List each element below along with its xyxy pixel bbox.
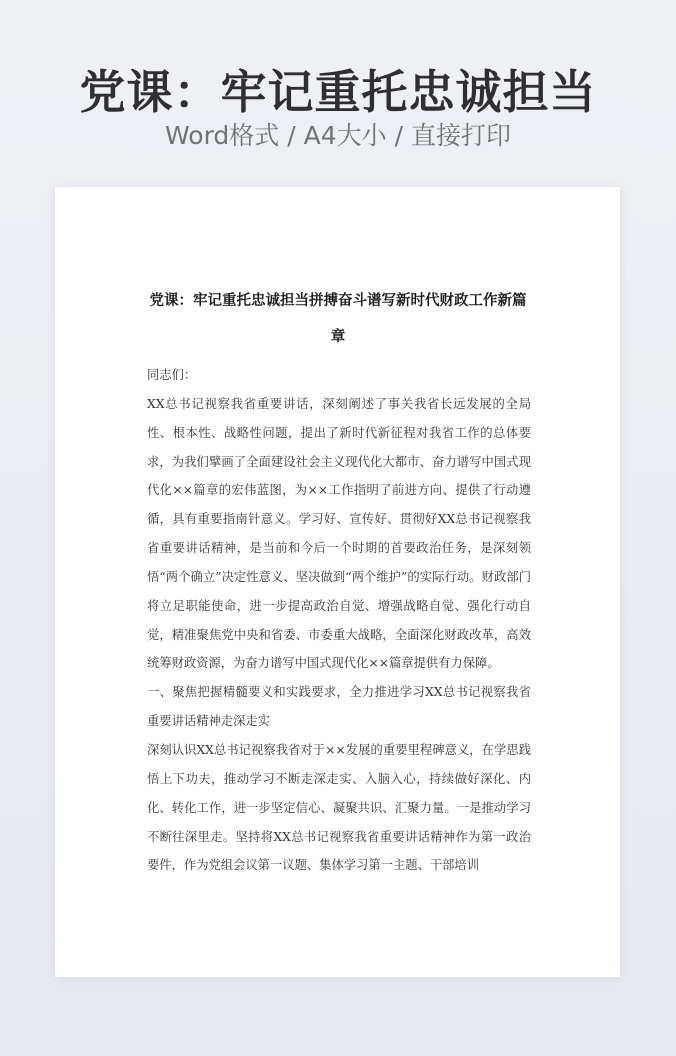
header-title: 党课：牢记重托忠诚担当 [79,65,597,119]
section-heading: 一、聚焦把握精髓要义和实践要求，全力推进学习XX总书记视察我省重要讲话精神走深走实 [147,685,531,729]
body-paragraph: XX总书记视察我省重要讲话，深刻阐述了事关我省长远发展的全局性、根本性、战略性问题，提出了新时代新征程对我省工作的总体要求，为我们擘画了全面建设社会主义现代化大都市、奋力谱写中国式现代化××篇章的宏伟蓝图，为××工作指明了前进方向、提供了行动遵循，具有重要指南针意义。学习好、宣传好、贯彻好XX总书记视察我省重要讲话精神，是当前和今后一个时期的首要政治任务，是深刻领悟“两个确立”决定性意义、坚决做到“两个维护”的实际行动。财政部门将立足职能使命，进一步提高政治自觉、增强战略自觉、强化行动自觉，精准聚焦党中央和省委、市委重大战略，全面深化财政改革，高效统筹财政资源，为奋力谱写中国式现代化××篇章提供有力保障。 [147,396,531,671]
document-body [147,361,531,880]
document-title: 党课：牢记重托忠诚担当拼搏奋斗谱写新时代财政工作新篇章 [149,292,527,345]
salutation: 同志们： [147,368,197,382]
body-paragraph: 深刻认识XX总书记视察我省对于××发展的重要里程碑意义，在学思践悟上下功夫，推动学习不断走深走实、入脑入心，持续做好深化、内化、转化工作，进一步坚定信心、凝聚共识、汇聚力量。一是推动学习不断往深里走。坚持将XX总书记视察我省重要讲话精神作为第一政治要件，作为党组会议第一议题、集体学习第一主题、干部培训 [147,742,531,873]
document-page [55,187,620,977]
header-subtitle: Word格式 / A4大小 / 直接打印 [165,121,511,150]
